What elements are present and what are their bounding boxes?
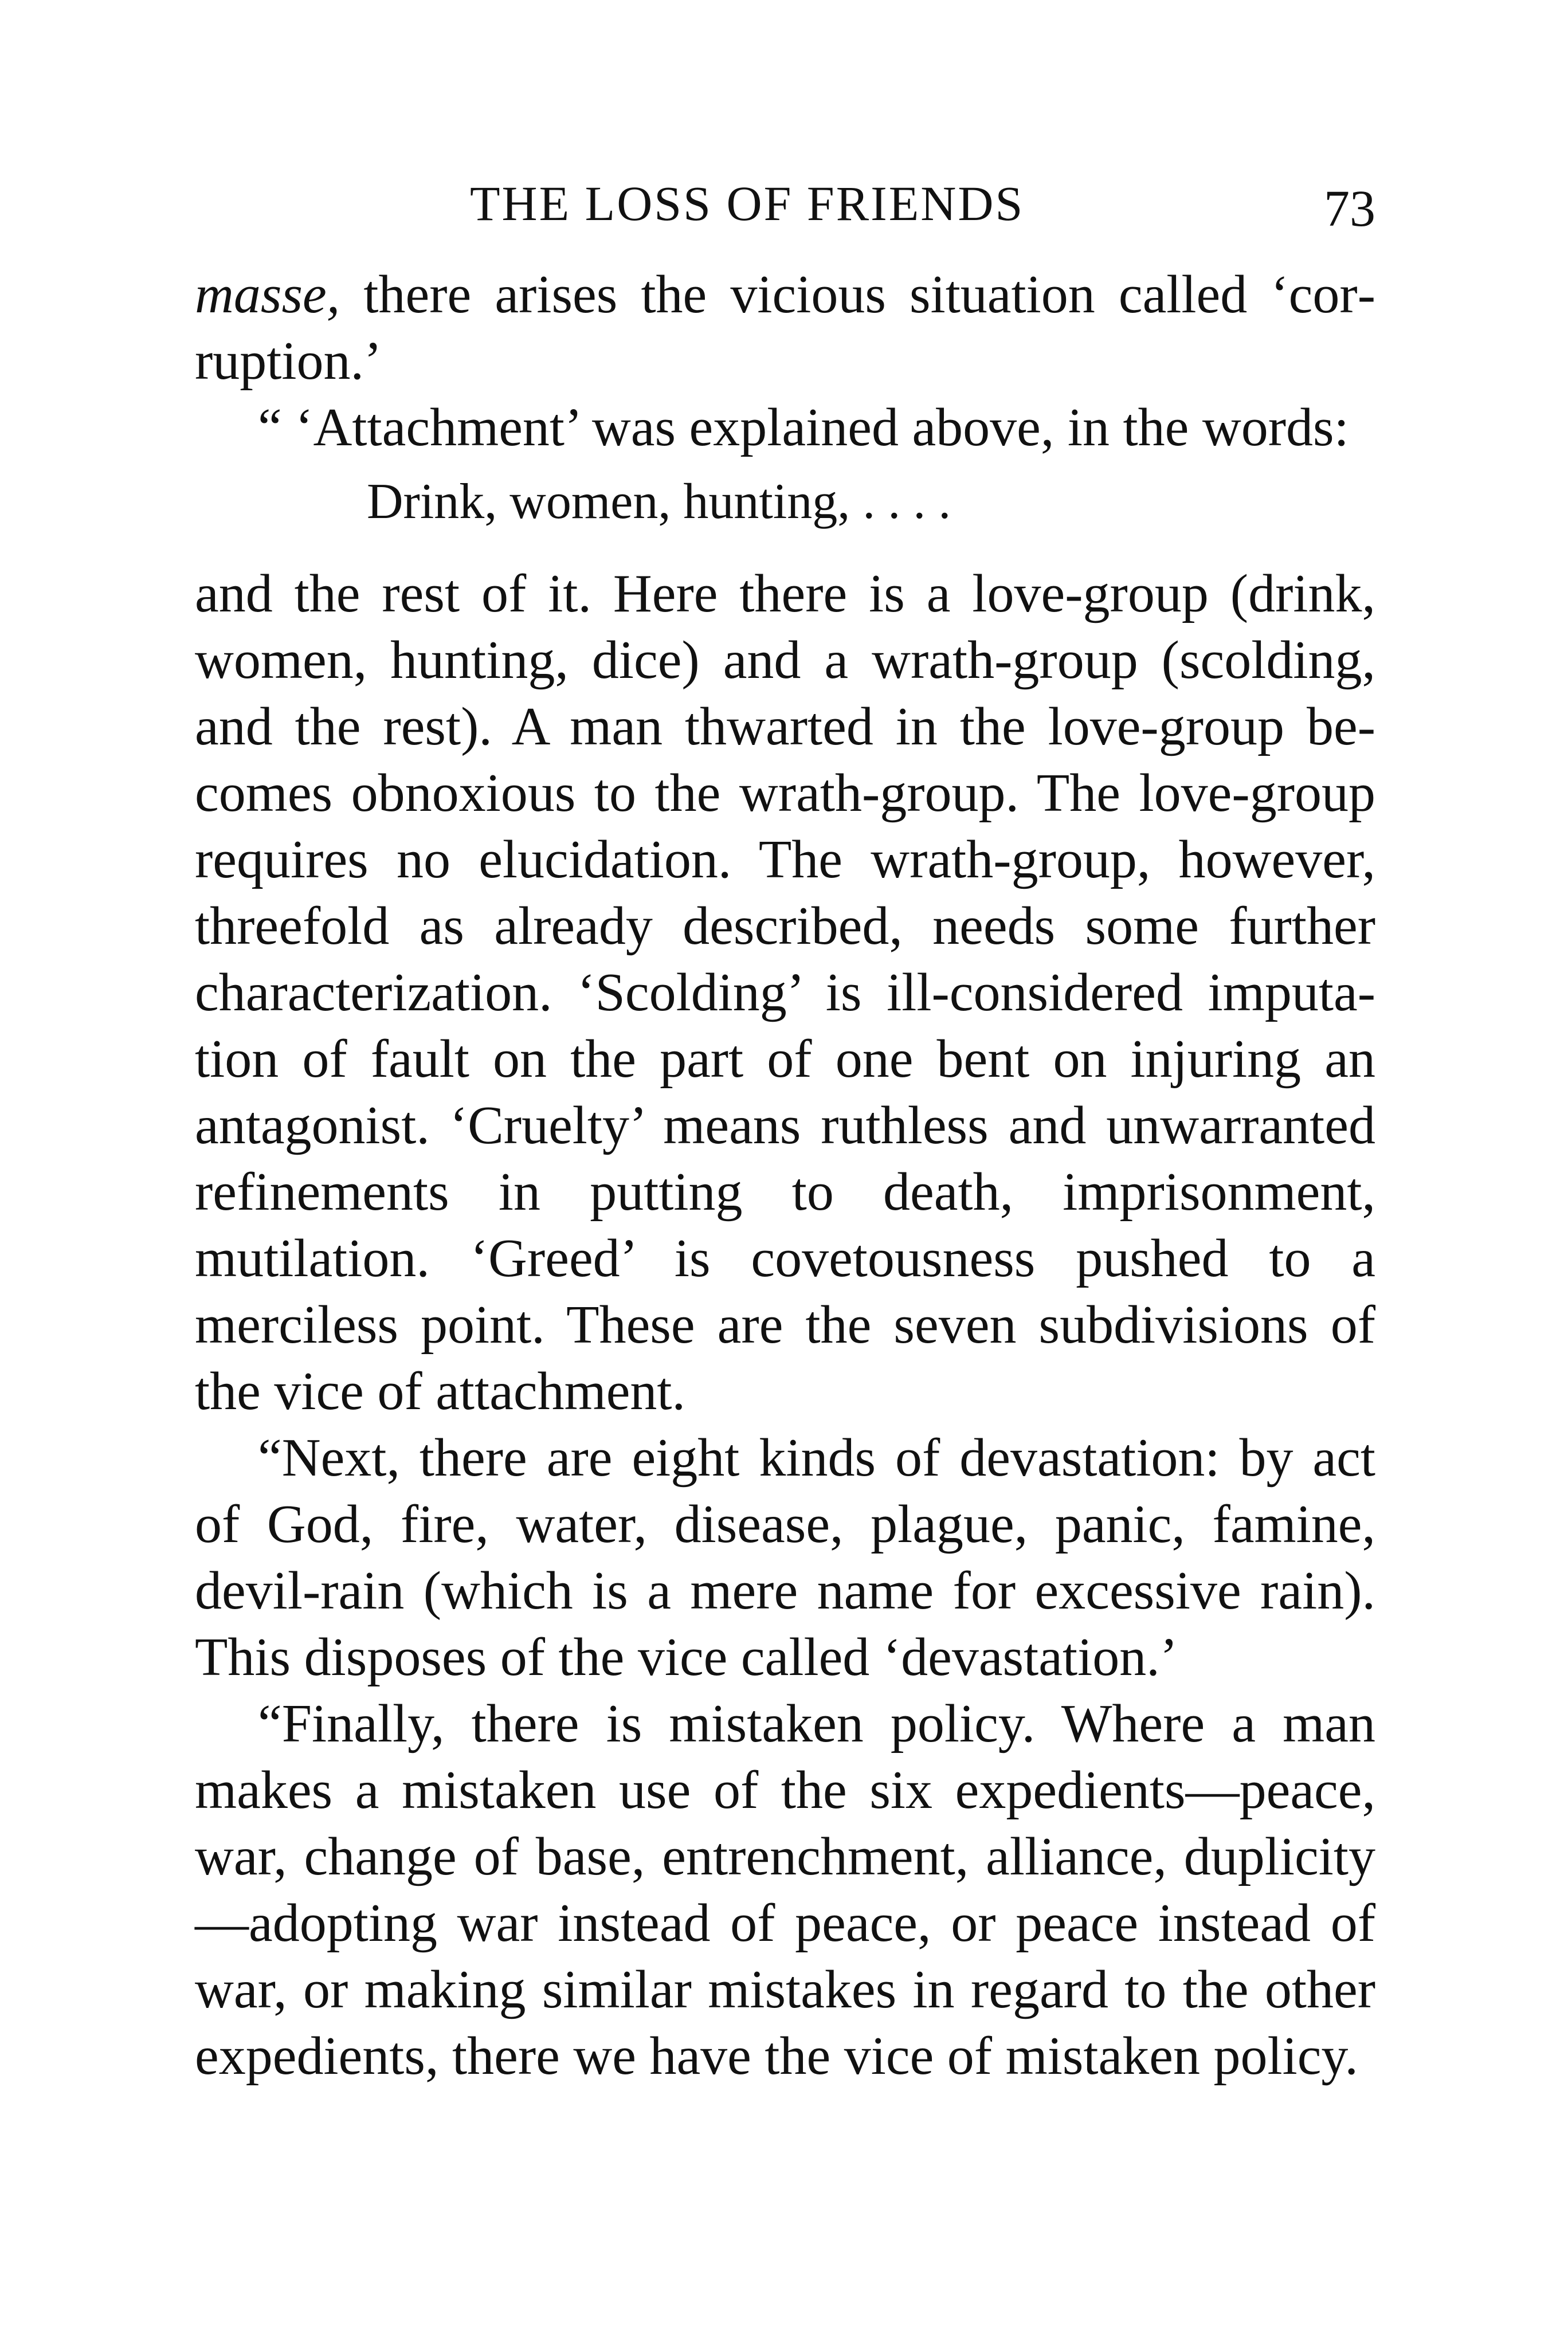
- paragraph-3: and the rest of it. Here there is a love-group (drink, women, hunting, dice) and a wrath-group (scolding, and the rest). A man thwarted in the love-group becomes obnoxious to the wrath-group. The love-group requires no elucidation. The wrath-group, however, threefold as already described, needs some further characterization. ‘Scolding’ is ill-considered imputation of fault on the part of one bent on injuring an antagonist. ‘Cruelty’ means ruthless and unwarranted refinements in putting to death, imprisonment, mutilation. ‘Greed’ is covetousness pushed to a merciless point. These are the seven subdivisions of the vice of attachment.: [195, 564, 1375, 1421]
- quoted-verse: Drink, women, hunting, . . . .: [367, 474, 951, 529]
- book-page: [195, 172, 1375, 2089]
- running-head: [195, 172, 1375, 241]
- paragraph-4: “Next, there are eight kinds of devastation: by act of God, fire, water, disease, plague, panic, famine, devil-rain (which is a mere name for excessive rain). This disposes of the vice called ‘devastation.’: [195, 1428, 1375, 1687]
- paragraph-5: “Finally, there is mistaken policy. Where a man makes a mistaken use of the six expedients—peace, war, change of base, entrenchment, alliance, duplicity—adopting war instead of peace, or peace instead of war, or making similar mistakes in regard to the other expedients, there we have the vice of mistaken policy.: [195, 1694, 1375, 2086]
- paragraph-1-text: there arises the vicious situation called ‘corruption.’: [195, 265, 1375, 391]
- paragraph-2: “ ‘Attachment’ was explained above, in the words:: [258, 398, 1349, 457]
- paragraph-1-italic: masse,: [195, 265, 340, 324]
- body-text: [195, 261, 1375, 2089]
- paragraph-1: [195, 261, 1375, 394]
- page-number: 73: [1324, 181, 1375, 237]
- running-title: THE LOSS OF FRIENDS: [470, 176, 1025, 231]
